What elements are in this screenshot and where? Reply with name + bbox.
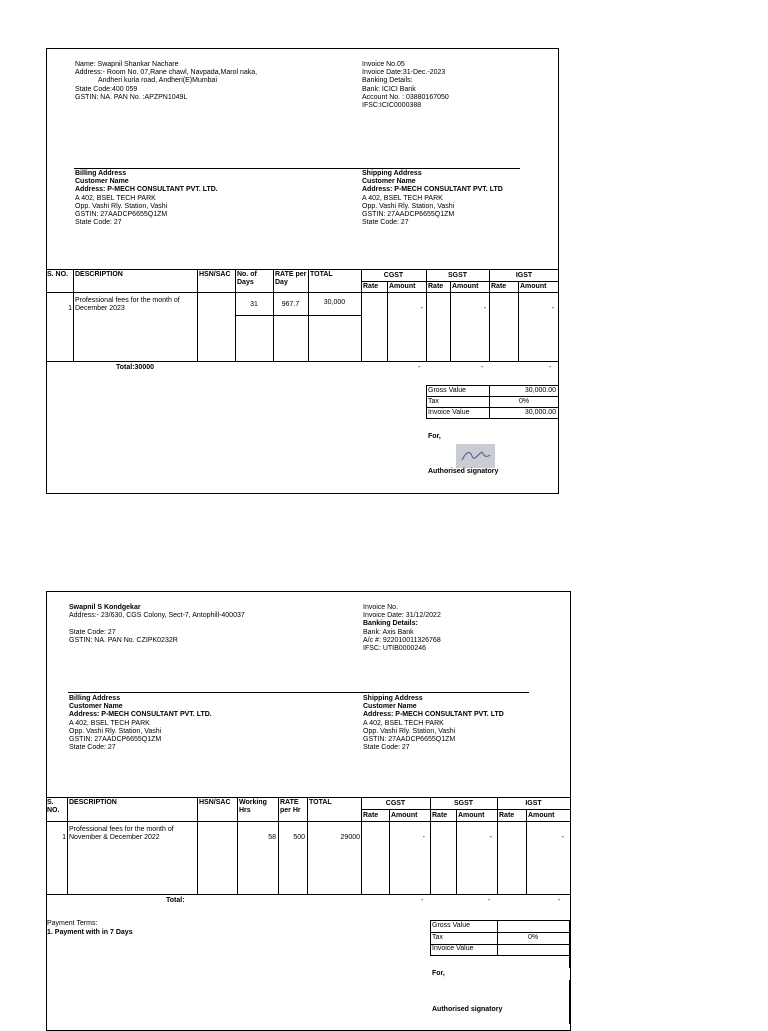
seller-line bbox=[69, 620, 245, 628]
seller-line: State Code: 27 bbox=[69, 628, 116, 636]
row-sno: 1 bbox=[68, 305, 72, 312]
total-sgst: - bbox=[481, 364, 484, 371]
billing-line: GSTIN: 27AADCP6655Q1ZM bbox=[75, 211, 168, 219]
col-header-days-line: Days bbox=[237, 279, 254, 287]
row-description-line: November & December 2022 bbox=[69, 834, 160, 842]
billing-line: State Code: 27 bbox=[75, 219, 122, 227]
billing-line: Customer Name bbox=[69, 703, 123, 711]
row-sgst-amount: - bbox=[483, 305, 486, 312]
col-header-hsn: HSN/SAC bbox=[199, 271, 231, 278]
tax-label: Tax bbox=[432, 934, 443, 941]
col-header-cgst: CGST bbox=[383, 272, 404, 279]
total-igst: - bbox=[549, 364, 552, 371]
signature-image bbox=[456, 444, 495, 468]
sub-header-amount: Amount bbox=[391, 812, 418, 819]
billing-line: GSTIN: 27AADCP6655Q1ZM bbox=[69, 736, 162, 744]
shipping-line: A 402, BSEL TECH PARK bbox=[362, 194, 443, 202]
seller-line: Address:- 23/630, CGS Colony, Sect-7, Antophill-400037 bbox=[69, 612, 245, 620]
gross-value-label: Gross Value bbox=[432, 922, 470, 929]
total-cgst: - bbox=[418, 364, 421, 371]
col-header-hsn: HSN/SAC bbox=[199, 799, 231, 806]
col-header-description: DESCRIPTION bbox=[75, 271, 123, 278]
row-sgst-amount: - bbox=[489, 834, 492, 841]
seller-line: GSTIN: NA. PAN No. CZIPK0232R bbox=[69, 636, 178, 644]
sub-header-rate: Rate bbox=[491, 283, 507, 290]
shipping-line: Opp. Vashi Rly. Station, Vashi bbox=[362, 202, 455, 210]
col-header-description: DESCRIPTION bbox=[69, 799, 117, 806]
col-header-rate bbox=[275, 271, 306, 287]
shipping-line: Customer Name bbox=[362, 178, 416, 186]
col-header-igst: IGST bbox=[515, 272, 533, 279]
shipping-line: Opp. Vashi Rly. Station, Vashi bbox=[363, 727, 456, 735]
billing-line: Address: P-MECH CONSULTANT PVT. LTD. bbox=[69, 711, 212, 719]
col-header-rate-line: RATE bbox=[280, 799, 299, 806]
col-header-rate-line: Day bbox=[275, 279, 288, 287]
sub-header-rate: Rate bbox=[432, 812, 448, 819]
billing-line: Address: P-MECH CONSULTANT PVT. LTD. bbox=[75, 186, 218, 194]
total-sgst: - bbox=[488, 897, 491, 904]
billing-line: Opp. Vashi Rly. Station, Vashi bbox=[69, 727, 162, 735]
for-label: For, bbox=[432, 970, 445, 977]
shipping-line: GSTIN: 27AADCP6655Q1ZM bbox=[362, 211, 455, 219]
payment-terms-title: Payment Terms: bbox=[47, 920, 98, 927]
col-header-hours-line: Hrs bbox=[239, 807, 251, 815]
invoice-line: Banking Details: bbox=[362, 77, 413, 85]
sub-header-amount: Amount bbox=[389, 283, 416, 290]
total-igst: - bbox=[558, 897, 561, 904]
row-description-line: Professional fees for the month of bbox=[75, 297, 180, 304]
seller-block bbox=[75, 61, 257, 102]
billing-title: Billing Address bbox=[75, 170, 127, 177]
billing-line: Customer Name bbox=[75, 178, 129, 186]
shipping-address-2 bbox=[363, 695, 504, 752]
sub-header-amount: Amount bbox=[528, 812, 555, 819]
row-rate: 500 bbox=[293, 834, 305, 841]
seller-line: State Code:400 059 bbox=[75, 85, 138, 93]
col-header-sgst: SGST bbox=[453, 800, 474, 807]
sub-header-rate: Rate bbox=[428, 283, 444, 290]
seller-line: GSTIN: NA. PAN No. :APZPN1049L bbox=[75, 93, 188, 101]
row-cgst-amount: - bbox=[422, 834, 425, 841]
col-header-cgst: CGST bbox=[385, 800, 406, 807]
col-header-days-line: No. of bbox=[237, 271, 257, 278]
sub-header-rate: Rate bbox=[363, 283, 379, 290]
col-header-hours bbox=[239, 799, 267, 815]
invoice-value: 30,000.00 bbox=[524, 409, 556, 416]
invoice-line: Invoice No.05 bbox=[362, 61, 405, 68]
row-description-line: December 2023 bbox=[75, 305, 125, 313]
total-cgst: - bbox=[421, 897, 424, 904]
signature-border bbox=[569, 980, 570, 1024]
col-header-rate-line: per Hr bbox=[280, 807, 301, 815]
seller-line: Andheri kurla road, Andheri(E)Mumbai bbox=[75, 77, 218, 85]
row-days: 31 bbox=[250, 301, 258, 308]
billing-line: A 402, BSEL TECH PARK bbox=[75, 194, 156, 202]
shipping-line: Customer Name bbox=[363, 703, 417, 711]
sub-header-amount: Amount bbox=[520, 283, 547, 290]
seller-block-2 bbox=[69, 604, 245, 645]
col-header-sgst: SGST bbox=[447, 272, 468, 279]
col-header-sno bbox=[47, 799, 59, 815]
invoice-line: Invoice Date:31-Dec.-2023 bbox=[362, 69, 446, 77]
billing-line: A 402, BSEL TECH PARK bbox=[69, 719, 150, 727]
shipping-title: Shipping Address bbox=[362, 170, 422, 177]
col-header-sno-line: S. bbox=[47, 799, 54, 806]
tax-value: 0% bbox=[519, 398, 530, 405]
tax-label: Tax bbox=[428, 398, 439, 405]
row-description-line: Professional fees for the month of bbox=[69, 826, 174, 833]
payment-terms-line: 1. Payment with in 7 Days bbox=[47, 929, 133, 936]
sub-header-rate: Rate bbox=[499, 812, 515, 819]
seller-line: Address:- Room No. 07,Rane chawl, Navpada,Marol naka, bbox=[75, 69, 258, 77]
sub-header-rate: Rate bbox=[363, 812, 379, 819]
invoice-line: Invoice Date: 31/12/2022 bbox=[363, 612, 441, 620]
banking-title: Banking Details: bbox=[363, 620, 418, 628]
col-header-total: TOTAL bbox=[309, 799, 332, 806]
sub-header-amount: Amount bbox=[458, 812, 485, 819]
bank-line: A/c #: 922010011326768 bbox=[363, 636, 441, 644]
billing-line: Opp. Vashi Rly. Station, Vashi bbox=[75, 202, 168, 210]
shipping-line: State Code: 27 bbox=[363, 744, 410, 752]
invoice-line: Invoice No. bbox=[363, 604, 399, 611]
shipping-line: A 402, BSEL TECH PARK bbox=[363, 719, 444, 727]
invoice-line: Bank: ICICI Bank bbox=[362, 85, 416, 93]
col-header-rate bbox=[280, 799, 301, 815]
row-igst-amount: - bbox=[561, 834, 564, 841]
total-label: Total: bbox=[166, 897, 185, 904]
address-divider bbox=[68, 692, 529, 693]
row-sno: 1 bbox=[62, 834, 66, 841]
invoice-line: IFSC:ICIC0000388 bbox=[362, 102, 422, 110]
for-label: For, bbox=[428, 433, 441, 440]
row-hours: 58 bbox=[268, 834, 276, 841]
authorised-signatory: Authorised signatory bbox=[428, 468, 499, 475]
gross-value-label: Gross Value bbox=[428, 387, 466, 394]
billing-title: Billing Address bbox=[69, 695, 121, 702]
shipping-line: Address: P-MECH CONSULTANT PVT. LTD bbox=[362, 186, 503, 194]
sub-header-amount: Amount bbox=[452, 283, 479, 290]
col-header-igst: IGST bbox=[525, 800, 542, 807]
gross-value: 30,000.00 bbox=[524, 387, 556, 394]
shipping-line: State Code: 27 bbox=[362, 219, 409, 227]
invoice-line: Account No. : 03880167050 bbox=[362, 93, 449, 101]
invoice-value-label: Invoice Value bbox=[428, 409, 470, 416]
invoice-info-block bbox=[362, 61, 449, 110]
invoice-value-label: Invoice Value bbox=[432, 945, 474, 952]
row-total: 30,000 bbox=[323, 299, 346, 306]
invoice-2 bbox=[46, 591, 571, 1031]
shipping-line: Address: P-MECH CONSULTANT PVT. LTD bbox=[363, 711, 504, 719]
col-header-sno: S. NO. bbox=[47, 271, 69, 278]
shipping-address bbox=[362, 170, 503, 227]
col-header-rate-line: RATE per bbox=[275, 271, 307, 278]
seller-name: Swapnil S Kondgekar bbox=[69, 604, 141, 611]
col-header-sno-line: NO. bbox=[47, 807, 60, 815]
row-description bbox=[75, 297, 180, 313]
address-divider bbox=[74, 168, 520, 169]
signature-scribble-icon bbox=[456, 444, 495, 468]
authorised-signatory: Authorised signatory bbox=[432, 1006, 503, 1013]
bank-line: Bank: Axis Bank bbox=[363, 628, 414, 636]
col-header-hours-line: Working bbox=[239, 799, 267, 806]
row-rate: 967.7 bbox=[281, 301, 300, 308]
col-header-total: TOTAL bbox=[310, 271, 333, 278]
billing-line: State Code: 27 bbox=[69, 744, 116, 752]
billing-address-2 bbox=[69, 695, 212, 752]
shipping-title: Shipping Address bbox=[363, 695, 423, 702]
row-igst-amount: - bbox=[551, 305, 554, 312]
col-header-days bbox=[237, 271, 257, 287]
invoice-info-block-2 bbox=[363, 604, 441, 653]
row-cgst-amount: - bbox=[420, 305, 423, 312]
row-total: 29000 bbox=[340, 834, 360, 841]
row-description bbox=[69, 826, 174, 842]
seller-line: Name: Swapnil Shankar Nachare bbox=[75, 61, 179, 68]
bank-line: IFSC: UTIB0000246 bbox=[363, 645, 427, 653]
tax-value: 0% bbox=[528, 934, 539, 941]
billing-address bbox=[75, 170, 218, 227]
shipping-line: GSTIN: 27AADCP6655Q1ZM bbox=[363, 736, 456, 744]
total-label: Total:30000 bbox=[116, 364, 154, 371]
